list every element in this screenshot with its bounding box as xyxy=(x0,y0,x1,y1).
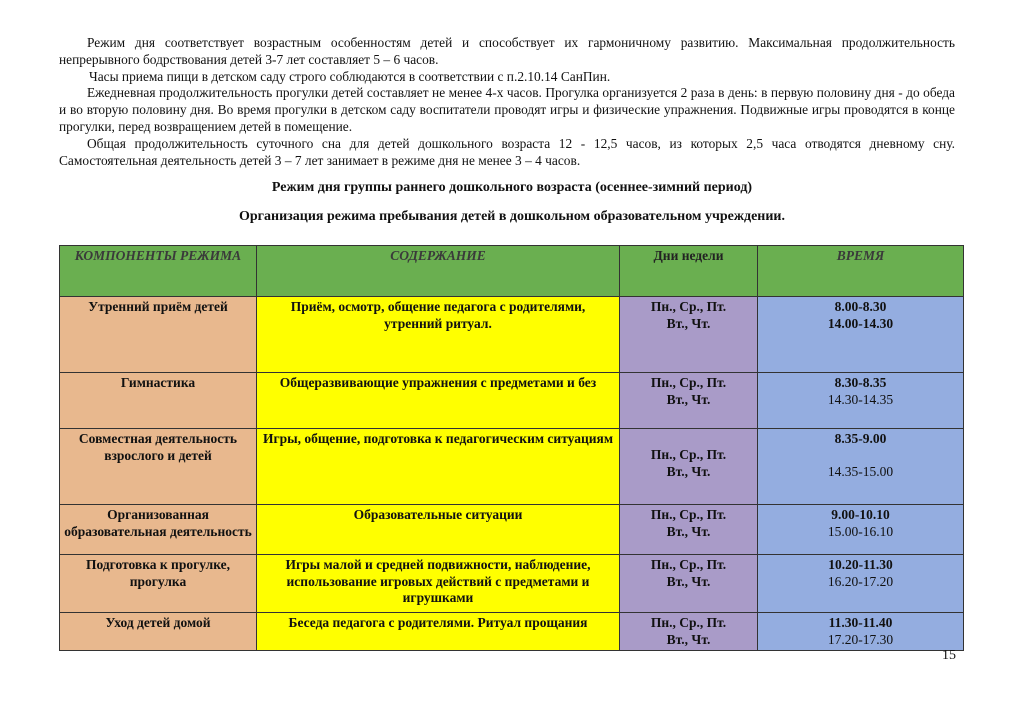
time-line: 9.00-10.10 xyxy=(831,507,890,522)
days-line: Пн., Ср., Пт. xyxy=(650,299,727,314)
table-row xyxy=(60,505,964,555)
component-cell: Гимнастика xyxy=(60,373,257,429)
time-line: 14.30-14.35 xyxy=(827,391,894,407)
time-line: 16.20-17.20 xyxy=(827,573,894,589)
days-cell xyxy=(620,505,758,555)
component-cell: Совместная деятельность взрослого и детей xyxy=(60,429,257,505)
days-line: Пн., Ср., Пт. xyxy=(650,507,727,522)
heading-schedule: Режим дня группы раннего дошкольного возраста (осеннее-зимний период) xyxy=(271,180,753,195)
component-cell: Утренний приём детей xyxy=(60,297,257,373)
time-cell xyxy=(758,505,964,555)
intro-text xyxy=(59,35,955,169)
days-line: Вт., Чт. xyxy=(666,523,711,539)
time-cell xyxy=(758,373,964,429)
paragraph: Общая продолжительность суточного сна для детей дошкольного возраста 12 - 12,5 часов, из которых 2,5 часа отводятся дневному сну. Самостоятельная деятельность детей 3 – 7 лет занимает в режиме дня не менее 3 – 4 часов. xyxy=(59,135,955,168)
time-line: 8.30-8.35 xyxy=(834,375,887,390)
table-row xyxy=(60,297,964,373)
content-cell: Беседа педагога с родителями. Ритуал прощания xyxy=(257,613,620,651)
table-row xyxy=(60,373,964,429)
table-row xyxy=(60,429,964,505)
time-cell xyxy=(758,555,964,613)
days-line: Пн., Ср., Пт. xyxy=(650,557,727,572)
header-components: КОМПОНЕНТЫ РЕЖИМА xyxy=(60,246,257,297)
days-line: Пн., Ср., Пт. xyxy=(650,447,727,462)
page-number: 15 xyxy=(942,648,956,663)
paragraph: Режим дня соответствует возрастным особенностям детей и способствует их гармоничному развитию. Максимальная продолжительность непрерывного бодрствования детей 3-7 лет составляет 5 – 6 часов. xyxy=(59,35,955,67)
time-line: 8.35-9.00 xyxy=(834,431,887,446)
paragraph: Ежедневная продолжительность прогулки детей составляет не менее 4-х часов. Прогулка организуется 2 раза в день: в первую половину дня - до обеда и во вторую половину дня. Во время прогулки в детском саду воспитатели проводят игры и физические упражнения. Подвижные игры проводятся в конце прогулки, перед возвращением детей в помещение. xyxy=(59,85,955,134)
days-line: Вт., Чт. xyxy=(666,573,711,589)
days-line: Вт., Чт. xyxy=(666,391,711,407)
component-cell: Организованная образовательная деятельность xyxy=(60,505,257,555)
days-cell xyxy=(620,297,758,373)
header-content: СОДЕРЖАНИЕ xyxy=(257,246,620,297)
content-cell: Образовательные ситуации xyxy=(257,505,620,555)
time-line: 10.20-11.30 xyxy=(828,557,893,572)
days-line: Пн., Ср., Пт. xyxy=(650,375,727,390)
days-cell xyxy=(620,613,758,651)
days-line: Вт., Чт. xyxy=(666,463,711,479)
schedule-table xyxy=(59,245,964,651)
component-cell: Подготовка к прогулке, прогулка xyxy=(60,555,257,613)
header-time: ВРЕМЯ xyxy=(758,246,964,297)
time-line: 14.35-15.00 xyxy=(827,463,894,479)
days-cell xyxy=(620,373,758,429)
time-cell xyxy=(758,297,964,373)
table-header xyxy=(60,246,964,297)
time-line: 8.00-8.30 xyxy=(834,299,887,314)
time-line: 11.30-11.40 xyxy=(828,615,893,630)
table-row xyxy=(60,555,964,613)
paragraph: Часы приема пищи в детском саду строго соблюдаются в соответствии с п.2.10.14 СанПин. xyxy=(89,68,611,84)
days-cell xyxy=(620,429,758,505)
heading-organization: Организация режима пребывания детей в дошкольном образовательном учреждении. xyxy=(238,209,786,224)
days-line: Вт., Чт. xyxy=(666,631,711,647)
days-line: Пн., Ср., Пт. xyxy=(650,615,727,630)
content-cell: Приём, осмотр, общение педагога с родителями, утренний ритуал. xyxy=(257,297,620,373)
time-line: 14.00-14.30 xyxy=(827,315,894,331)
table-row xyxy=(60,613,964,651)
header-days: Дни недели xyxy=(620,246,758,297)
component-cell: Уход детей домой xyxy=(60,613,257,651)
days-line: Вт., Чт. xyxy=(666,315,711,331)
time-line: 15.00-16.10 xyxy=(827,523,894,539)
content-cell: Игры малой и средней подвижности, наблюдение, использование игровых действий с предметами и игрушками xyxy=(257,555,620,613)
time-cell xyxy=(758,429,964,505)
time-cell xyxy=(758,613,964,651)
days-cell xyxy=(620,555,758,613)
content-cell: Игры, общение, подготовка к педагогическим ситуациям xyxy=(257,429,620,505)
time-line: 17.20-17.30 xyxy=(827,631,894,647)
content-cell: Общеразвивающие упражнения с предметами и без xyxy=(257,373,620,429)
